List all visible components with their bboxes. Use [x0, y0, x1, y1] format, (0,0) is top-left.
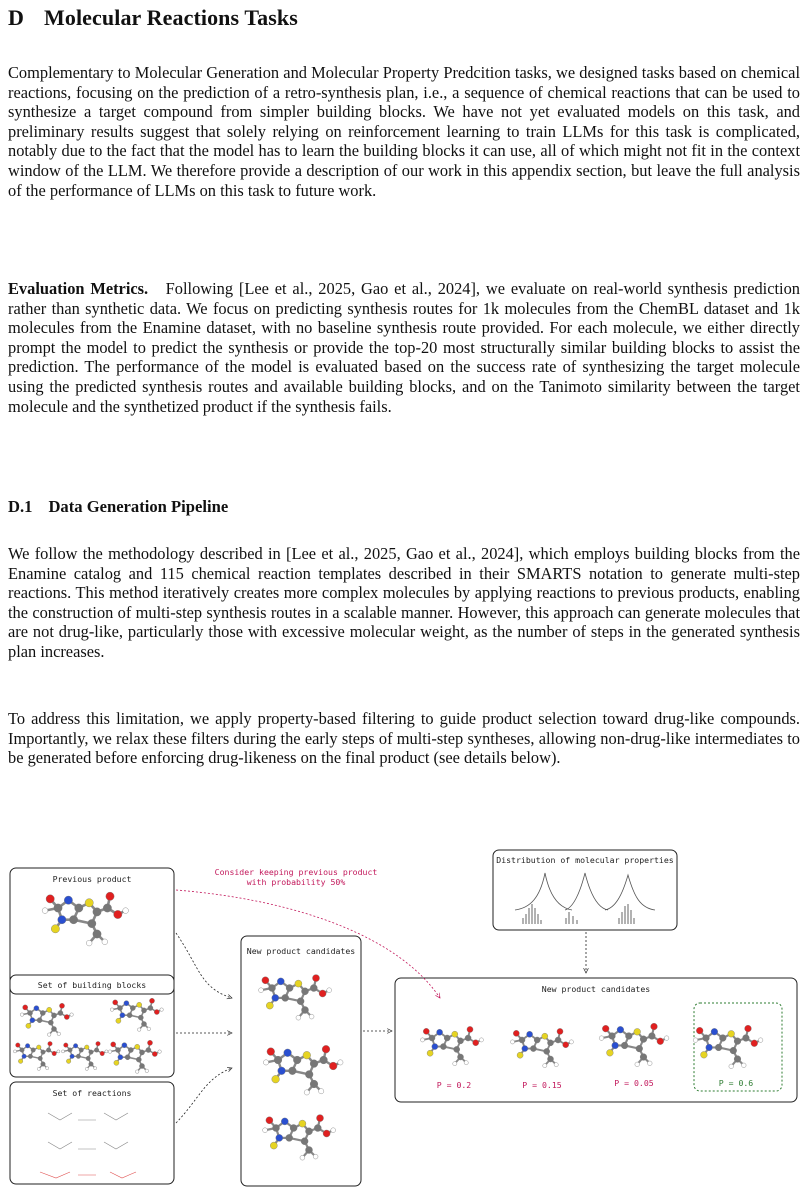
section-number: D	[8, 5, 24, 30]
candidate-right-molecule-1	[420, 1026, 483, 1065]
section-heading	[8, 5, 800, 31]
arrow-reactions-to-candidates	[176, 1068, 232, 1123]
previous-product-molecule	[42, 892, 128, 946]
building-block-molecule-4	[61, 1041, 107, 1070]
building-block-molecule-1	[20, 1003, 73, 1036]
building-blocks-label: Set of building blocks	[37, 980, 147, 990]
pipeline-paragraph-2: To address this limitation, we apply property-based filtering to guide product selection toward drug-like compounds. Importantly, we relax these filters during the early steps of multi-step syntheses, allowing non-drug-like intermediates to be generated before enforcing drug-likeness on the final product (see details below).	[8, 709, 800, 768]
candidate-left-molecule-3	[263, 1115, 336, 1161]
subsection-title: Data Generation Pipeline	[48, 497, 229, 516]
candidate-left-molecule-1	[259, 975, 332, 1021]
subsection-heading	[8, 497, 228, 517]
intro-paragraph: Complementary to Molecular Generation and Molecular Property Predcition tasks, we designed tasks based on chemical reactions, focusing on the prediction of a retro-synthesis plan, i.e., a sequence of chemical reactions that can be used to synthesize a target compound from simpler building blocks. We have not yet evaluated models on this task, and preliminary results suggest that solely relying on reinforcement learning to train LLMs for this task is complicated, notably due to the fact that the model has to learn the building blocks it can use, all of which might not fit in the context window of the LLM. We therefore provide a description of our work in this appendix section, but leave the full analysis of the performance of LLMs on this task to future work.	[8, 63, 800, 200]
reactions-label: Set of reactions	[52, 1088, 132, 1098]
pipeline-figure	[0, 838, 808, 1188]
previous-product-label: Previous product	[52, 874, 132, 884]
pipeline-paragraph-1: We follow the methodology described in [Lee et al., 2025, Gao et al., 2024], which employs building blocks from the Enamine catalog and 115 chemical reaction templates described in their SMARTS notation to generate multi-step reactions. This method iteratively creates more complex molecules by applying reactions to previous products, enabling the construction of multi-step synthesis routes in a scalable manner. However, this approach can generate molecules that are not drug-like, particularly those with excessive molecular weight, as the number of steps in the generated synthesis plan increases.	[8, 544, 800, 661]
candidate-prob-2: P = 0.15	[522, 1080, 562, 1090]
molecule-illustrations	[13, 892, 762, 1160]
evaluation-paragraph	[8, 279, 800, 416]
evaluation-heading: Evaluation Metrics.	[8, 279, 149, 298]
keep-note-line2: with probability 50%	[246, 877, 346, 887]
arrow-keep-previous	[176, 890, 440, 998]
reaction-sketches	[40, 1113, 136, 1178]
distribution-label: Distribution of molecular properties	[496, 855, 674, 865]
candidate-prob-4: P = 0.6	[718, 1078, 754, 1088]
building-block-molecule-5	[108, 1040, 161, 1073]
candidate-left-molecule-2	[263, 1045, 343, 1095]
candidate-right-molecule-4	[693, 1025, 763, 1068]
distribution-curves	[515, 873, 655, 910]
new-candidates-right-label: New product candidates	[541, 984, 651, 994]
new-candidates-left-label: New product candidates	[246, 946, 356, 956]
arrow-previous-to-candidates	[176, 933, 232, 998]
candidate-prob-1: P = 0.2	[436, 1080, 472, 1090]
distribution-histograms	[523, 904, 634, 924]
building-blocks-box	[10, 975, 174, 1077]
candidate-right-molecule-3	[599, 1023, 669, 1066]
subsection-number: D.1	[8, 497, 33, 516]
section-title: Molecular Reactions Tasks	[44, 5, 298, 30]
keep-note-line1: Consider keeping previous product	[214, 867, 378, 877]
building-block-molecule-3	[13, 1041, 59, 1070]
paper-page	[8, 0, 800, 768]
evaluation-text: Following [Lee et al., 2025, Gao et al., 2024], we evaluate on real-world synthesis prediction rather than synthetic data. We focus on predicting synthesis routes for 1k molecules from the ChemBL dataset and 1k molecules from the Enamine dataset, with no baseline synthesis route provided. For each molecule, we either directly prompt the model to predict the synthesis or provide the top-20 most structurally similar building blocks to assist the prediction. The performance of the model is evaluated based on the success rate of synthesizing the target molecule using the predicted synthesis routes and available building blocks, and on the Tanimoto similarity between the target molecule and the synthetized product if the synthesis fails.	[8, 279, 800, 416]
building-block-molecule-2	[110, 998, 163, 1031]
candidate-prob-3: P = 0.05	[614, 1078, 654, 1088]
candidate-right-molecule-2	[510, 1028, 573, 1067]
